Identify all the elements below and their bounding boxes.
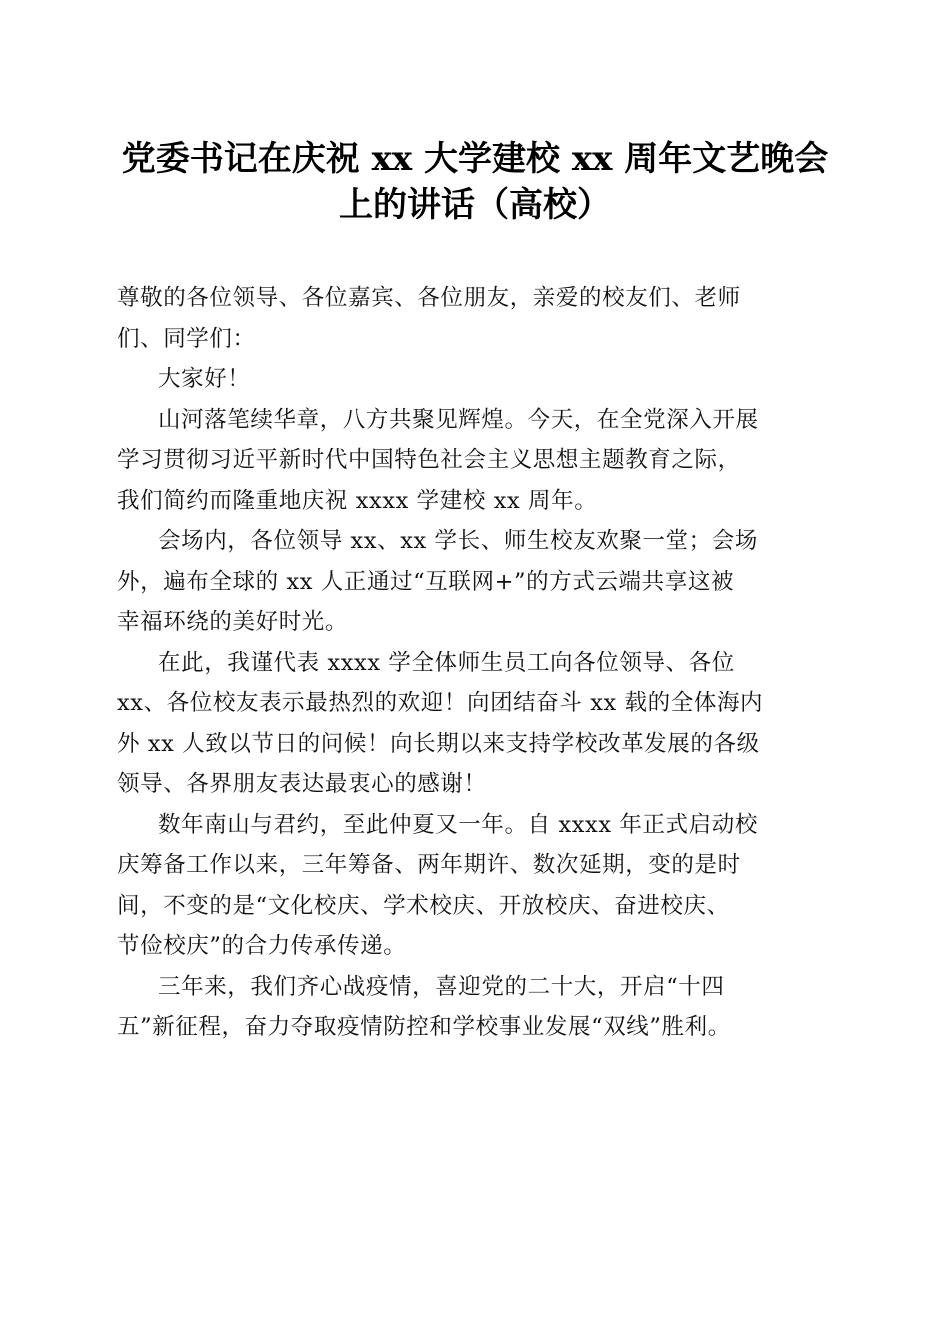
text-line: 我们简约而隆重地庆祝 xxxx 学建校 xx 周年。 bbox=[117, 487, 598, 514]
body-paragraph bbox=[117, 400, 832, 522]
text-line: 三年来，我们齐心战疫情，喜迎党的二十大，开启“十四 bbox=[158, 973, 725, 1000]
body-paragraph bbox=[117, 521, 832, 643]
body-paragraph bbox=[117, 967, 832, 1048]
text-line: 会场内，各位领导 xx、xx 学长、师生校友欢聚一堂；会场 bbox=[158, 528, 758, 554]
text-line: 节俭校庆”的合力传承传递。 bbox=[117, 933, 407, 959]
text-line: 在此，我谨代表 xxxx 学全体师生员工向各位领导、各位 bbox=[158, 649, 735, 676]
document-body bbox=[117, 278, 832, 1048]
document-title bbox=[110, 136, 840, 228]
salutation-paragraph bbox=[117, 278, 832, 359]
text-line: 学习贯彻习近平新时代中国特色社会主义思想主题教育之际， bbox=[117, 447, 741, 473]
text-line: 山河落笔续华章，八方共聚见辉煌。今天，在全党深入开展 bbox=[158, 406, 759, 433]
text-line: 五”新征程，奋力夺取疫情防控和学校事业发展“双线”胜利。 bbox=[117, 1014, 731, 1040]
text-line: 外，遍布全球的 xx 人正通过“互联网+”的方式云端共享这被 bbox=[117, 568, 735, 595]
body-paragraph bbox=[117, 805, 832, 967]
text-line: 数年南山与君约，至此仲夏又一年。自 xxxx 年正式启动校 bbox=[158, 811, 758, 838]
text-line: 幸福环绕的美好时光。 bbox=[117, 609, 349, 635]
text-line: 们、同学们： bbox=[117, 325, 256, 352]
title-line-2: 上的讲话（高校） bbox=[339, 185, 611, 225]
text-line: 领导、各界朋友表达最衷心的感谢！ bbox=[117, 771, 487, 797]
title-line-1: 党委书记在庆祝 xx 大学建校 xx 周年文艺晚会 bbox=[121, 139, 829, 179]
text-line: 外 xx 人致以节日的问候！向长期以来支持学校改革发展的各级 bbox=[117, 730, 760, 757]
text-line: 间，不变的是“文化校庆、学术校庆、开放校庆、奋进校庆、 bbox=[117, 892, 730, 919]
greeting-paragraph bbox=[117, 359, 832, 400]
text-line: 大家好！ bbox=[158, 366, 251, 392]
body-paragraph bbox=[117, 643, 832, 805]
text-line: xx、各位校友表示最热烈的欢迎！向团结奋斗 xx 载的全体海内 bbox=[117, 690, 764, 716]
text-line: 庆筹备工作以来，三年筹备、两年期许、数次延期，变的是时 bbox=[117, 852, 741, 878]
text-line: 尊敬的各位领导、各位嘉宾、各位朋友，亲爱的校友们、老师 bbox=[117, 285, 741, 311]
